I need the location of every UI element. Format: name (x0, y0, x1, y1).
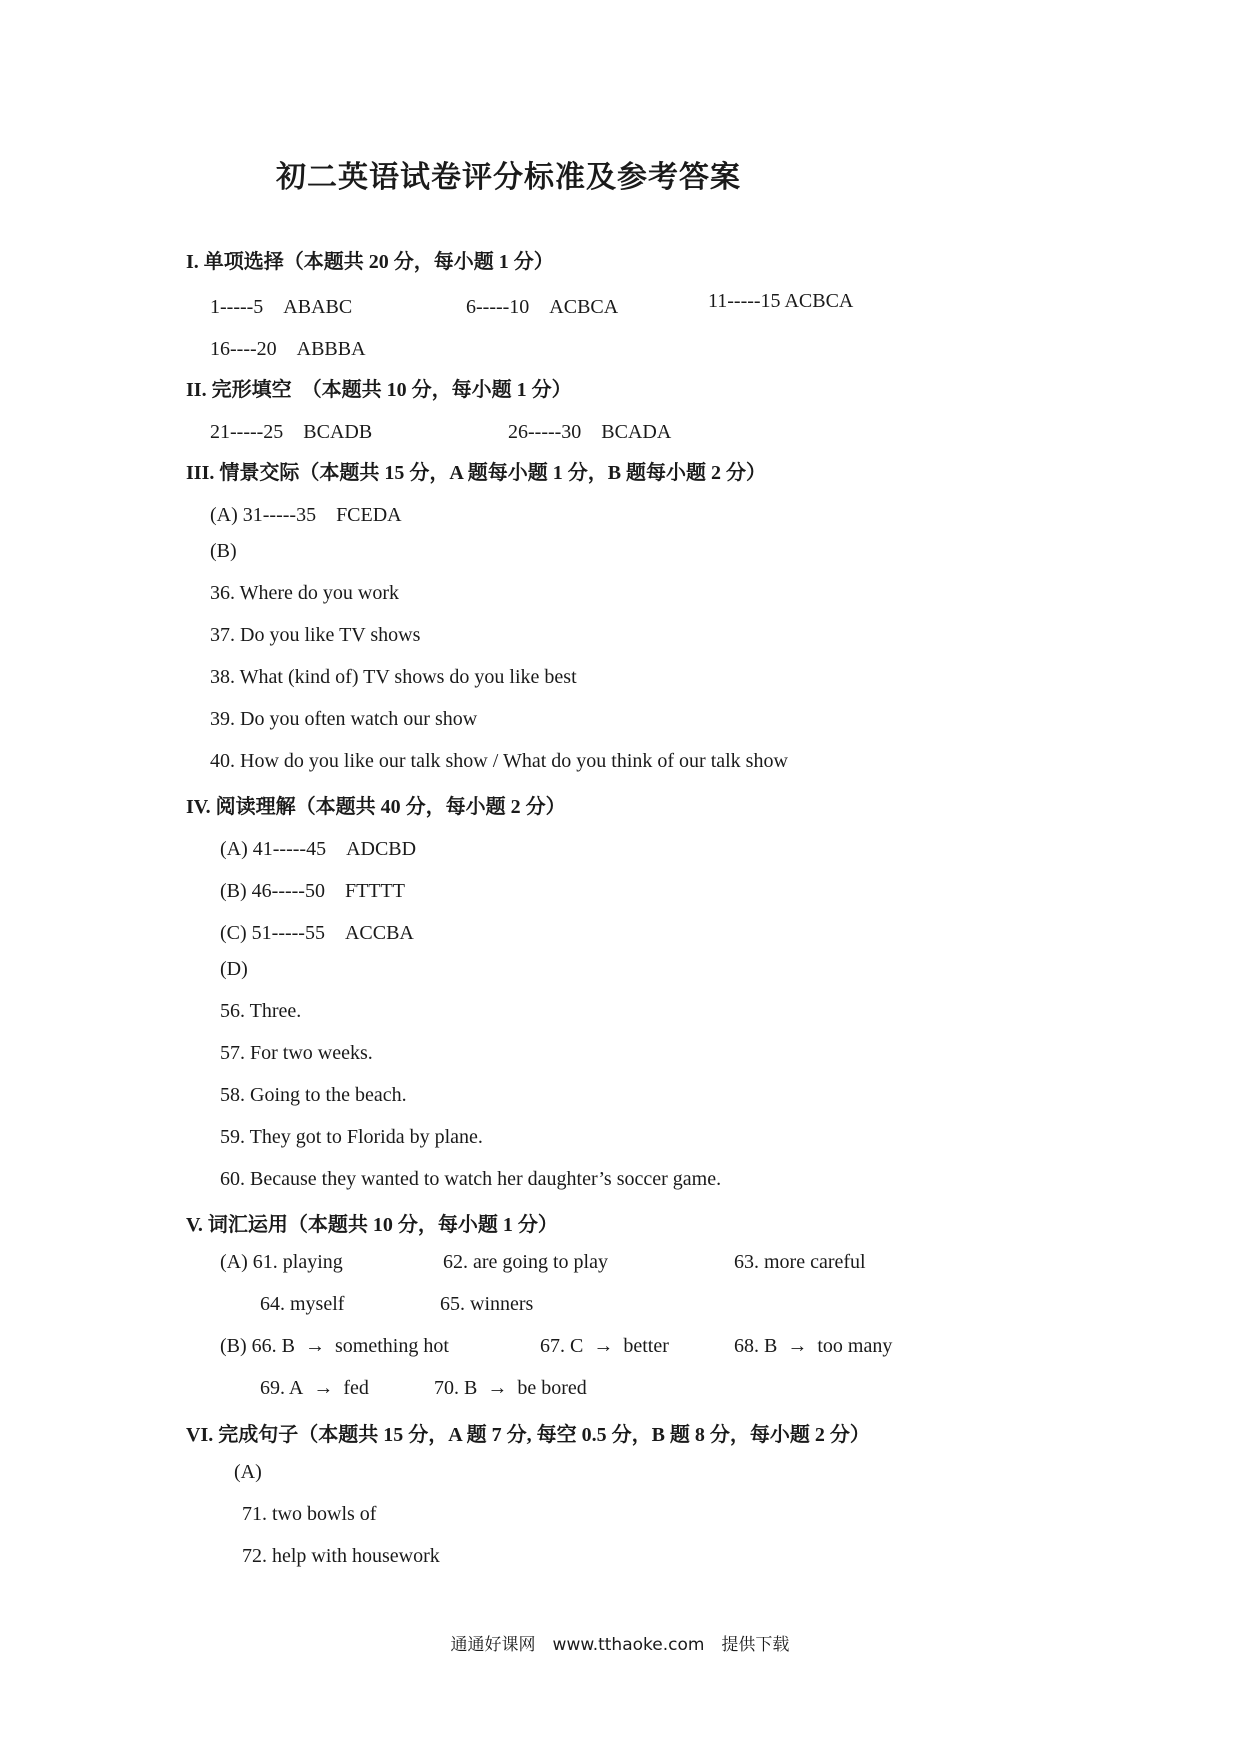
correction-question: (B) 66. B (220, 1335, 295, 1357)
correction-answer: something hot (335, 1335, 449, 1357)
page-title: 初二英语试卷评分标准及参考答案 (276, 161, 741, 194)
correction-item (434, 1377, 587, 1400)
section-heading-ii: II. 完形填空 （本题共 10 分，每小题 1 分） (186, 379, 572, 401)
correction-answer: too many (817, 1335, 893, 1357)
footer-credit: 通通好课网 www.tthaoke.com 提供下载 (450, 1635, 790, 1655)
correction-item (260, 1377, 369, 1400)
answer-row: (C) 51-----55 ACCBA (220, 922, 414, 944)
answer-label: (A) (234, 1461, 262, 1483)
answer-item: 36. Where do you work (210, 582, 400, 604)
answer-row: 21-----25 BCADB (210, 421, 373, 443)
answer-item: 60. Because they wanted to watch her daughter’s soccer game. (220, 1168, 722, 1190)
answer-row: 16----20 ABBBA (210, 338, 366, 360)
section-heading-iii: III. 情景交际（本题共 15 分，A 题每小题 1 分，B 题每小题 2 分） (186, 462, 767, 484)
answer-item: 59. They got to Florida by plane. (220, 1126, 483, 1148)
answer-row: 1-----5 ABABC (210, 296, 353, 318)
answer-row: (B) 46-----50 FTTTT (220, 880, 405, 902)
correction-item (540, 1335, 669, 1358)
correction-item (220, 1335, 449, 1358)
answer-item: 65. winners (440, 1293, 534, 1315)
arrow-right-icon: → (487, 1377, 508, 1399)
answer-row: (A) 41-----45 ADCBD (220, 838, 417, 860)
correction-question: 69. A (260, 1377, 304, 1399)
answer-item: 72. help with housework (242, 1545, 440, 1567)
answer-item: 39. Do you often watch our show (210, 708, 478, 730)
answer-label: (B) (210, 540, 237, 562)
answer-row: 6-----10 ACBCA (466, 296, 619, 318)
answer-item: 56. Three. (220, 1000, 302, 1022)
answer-item: (A) 61. playing (220, 1251, 343, 1273)
correction-answer: be bored (517, 1377, 587, 1399)
answer-label: (D) (220, 958, 248, 980)
correction-item (734, 1335, 892, 1358)
section-heading-vi: VI. 完成句子（本题共 15 分，A 题 7 分, 每空 0.5 分，B 题 8 分，每小题 2 分） (186, 1424, 870, 1446)
arrow-right-icon: → (787, 1335, 808, 1357)
section-heading-iv: IV. 阅读理解（本题共 40 分，每小题 2 分） (186, 796, 566, 818)
answer-item: 40. How do you like our talk show / What do you think of our talk show (210, 750, 788, 772)
answer-item: 37. Do you like TV shows (210, 624, 421, 646)
answer-item: 38. What (kind of) TV shows do you like best (210, 666, 577, 688)
answer-row: 26-----30 BCADA (508, 421, 672, 443)
correction-question: 67. C (540, 1335, 584, 1357)
correction-answer: better (623, 1335, 669, 1357)
correction-question: 70. B (434, 1377, 478, 1399)
section-heading-i: I. 单项选择（本题共 20 分，每小题 1 分） (186, 251, 554, 273)
correction-question: 68. B (734, 1335, 778, 1357)
answer-item: 71. two bowls of (242, 1503, 377, 1525)
answer-item: 58. Going to the beach. (220, 1084, 407, 1106)
answer-row: (A) 31-----35 FCEDA (210, 504, 402, 526)
answer-item: 63. more careful (734, 1251, 866, 1273)
correction-answer: fed (343, 1377, 369, 1399)
answer-item: 64. myself (260, 1293, 345, 1315)
answer-row: 11-----15 ACBCA (708, 290, 854, 312)
answer-item: 57. For two weeks. (220, 1042, 373, 1064)
section-heading-v: V. 词汇运用（本题共 10 分，每小题 1 分） (186, 1214, 558, 1236)
arrow-right-icon: → (313, 1377, 334, 1399)
arrow-right-icon: → (305, 1335, 325, 1357)
answer-item: 62. are going to play (443, 1251, 608, 1273)
arrow-right-icon: → (593, 1335, 614, 1357)
